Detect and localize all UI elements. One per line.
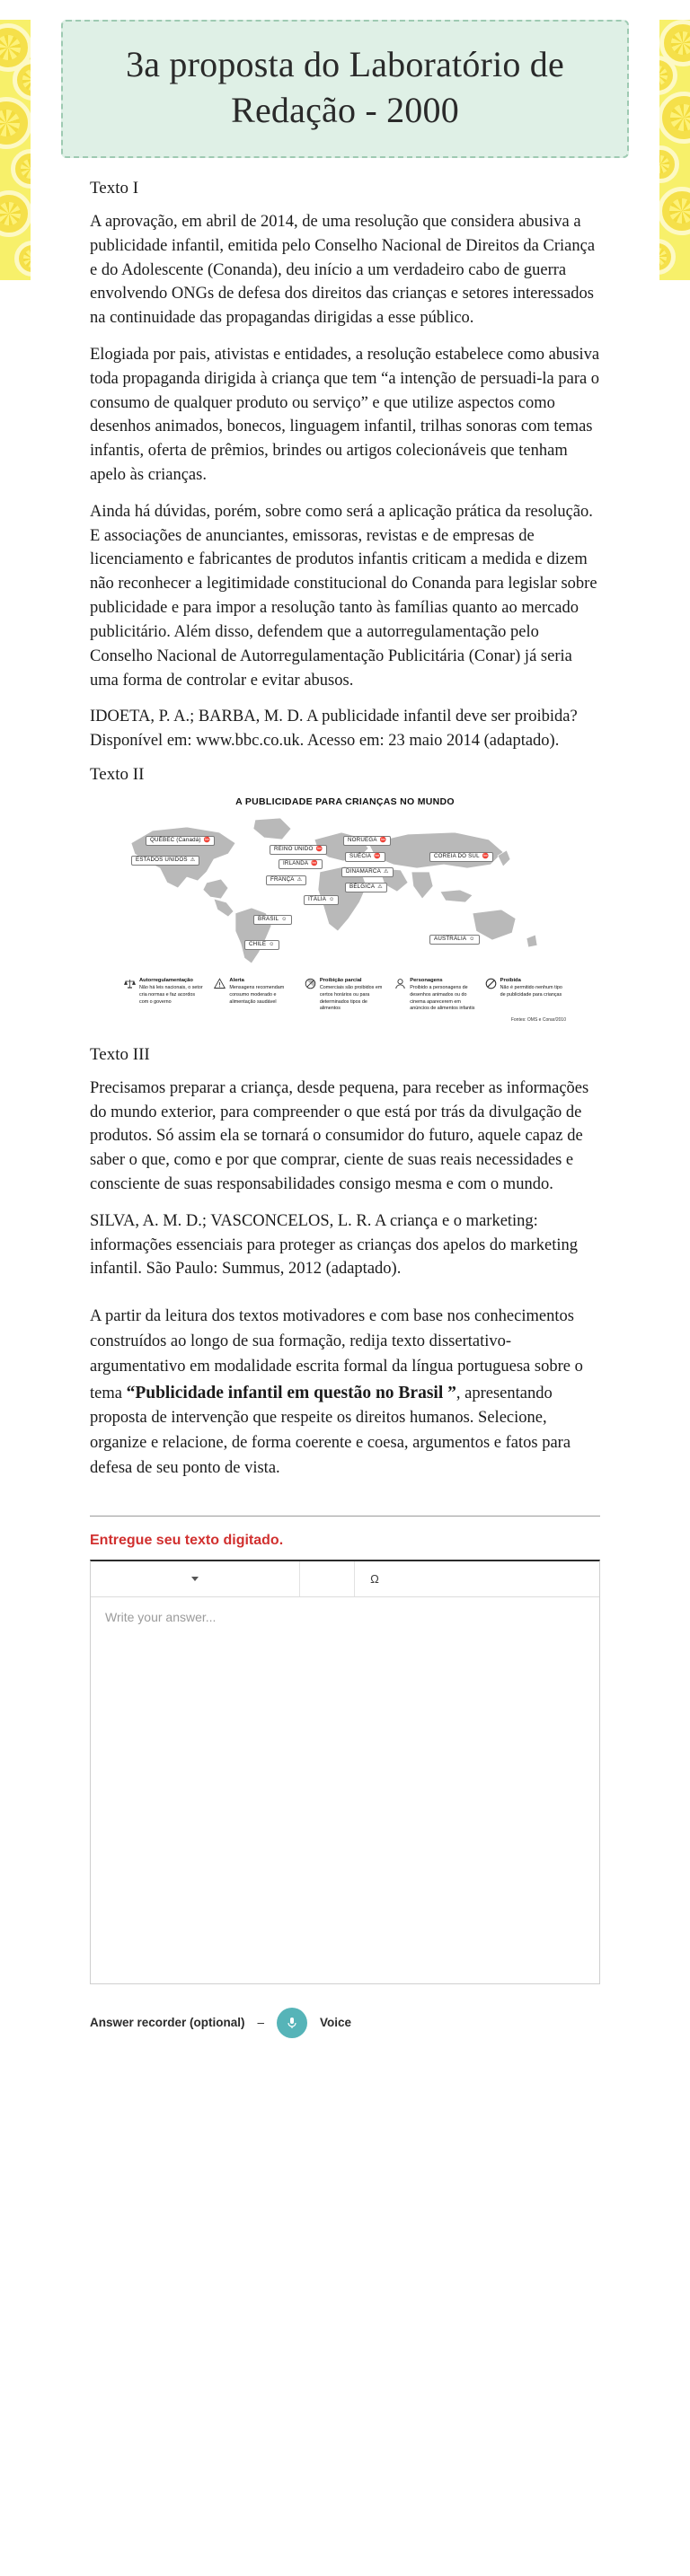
legend-item <box>394 977 475 1014</box>
map-callout-australia: AUSTRÁLIA ☺ <box>429 935 480 945</box>
legend-text: Autorregulamentação Não há leis nacionais, o setor cria normas e faz acordos com o governo <box>139 977 203 1005</box>
world-map-figure <box>90 796 600 1024</box>
prompt-before: A partir da leitura dos textos motivadores e com base nos conhecimentos construídos ao longo de sua formação, redija texto dissertativo-argumentativo em modalidade escrita formal da língua portuguesa sobre o tema <box>90 1307 583 1402</box>
voice-label: Voice <box>320 2016 352 2030</box>
map-callout-coreia-do-sul: COREIA DO SUL ⛔ <box>429 852 493 862</box>
world-map <box>120 813 570 970</box>
legend-text: Proibida Não é permitido nenhum tipo de publicidade para crianças <box>500 977 562 998</box>
legend-text: Alerta Mensagens recomendam consumo moderado e alimentação saudável <box>229 977 285 1005</box>
legend-item <box>214 977 295 1014</box>
toolbar-spacer-button[interactable] <box>300 1561 354 1596</box>
map-callout-quebec: QUÉBEC (Canadá) ⛔ <box>146 836 215 846</box>
map-legend <box>120 977 570 1014</box>
chevron-down-icon <box>191 1577 199 1581</box>
map-callout-belgica: BÉLGICA ⚠ <box>345 883 387 892</box>
text-label-2: Texto II <box>90 764 145 784</box>
map-callout-irlanda: IRLANDA ⛔ <box>279 859 323 869</box>
map-callout-brasil: BRASIL ☺ <box>253 915 292 925</box>
map-callout-estados-unidos: ESTADOS UNIDOS ⚠ <box>131 856 199 866</box>
text-1-paragraph-1: A aprovação, em abril de 2014, de uma resolução que considera abusiva a publicidade infantil, emitida pelo Conselho Nacional de Direitos da Criança e do Adolescente (Conanda), deu início a um verdadeiro cabo de guerra envolvendo ONGs de defesa dos direitos das crianças e setores interessados na continuidade das propagandas dirigidas a esse público. <box>90 212 596 328</box>
figure-credit: Fontes: OMS e Conar/2010 <box>510 1017 566 1024</box>
worksheet-page <box>31 20 659 2576</box>
partial-ban-icon <box>305 978 316 989</box>
scale-icon <box>124 978 136 989</box>
legend-text: Personagens Proibido a personagens de desenhos animados ou do cinema aparecerem em anúncios de alimentos infantis <box>410 977 475 1012</box>
page-title: 3a proposta do Laboratório de Redação - 2000 <box>126 44 564 131</box>
text-1-paragraph-2: Elogiada por pais, ativistas e entidades, a resolução estabelece como abusiva toda propaganda dirigida à criança que tem “a intenção de persuadi-la para o consumo de qualquer produto ou serviço” e que utilize aspectos como desenhos animados, bonecos, linguagem infantil, trilhas sonoras com temas infantis, oferta de prêmios, brindes ou artigos colecionáveis que tenham apelo às crianças. <box>90 345 600 485</box>
essay-prompt <box>90 1305 600 1481</box>
map-callout-noruega: NORUEGA ⛔ <box>343 836 391 846</box>
submit-heading: Entregue seu texto digitado. <box>90 1532 284 1548</box>
legend-item <box>485 977 566 1014</box>
map-callout-dinamarca: DINAMARCA ⚠ <box>341 867 394 877</box>
prompt-theme: “Publicidade infantil em questão no Brasil ” <box>126 1383 456 1402</box>
figure-title: A PUBLICIDADE PARA CRIANÇAS NO MUNDO <box>235 796 455 807</box>
map-callout-suecia: SUÉCIA ⛔ <box>345 852 385 862</box>
legend-item <box>305 977 385 1014</box>
map-callout-chile: CHILE ☺ <box>244 940 279 950</box>
text-label-1: Texto I <box>90 179 139 198</box>
style-dropdown-button[interactable] <box>91 1561 299 1596</box>
ban-icon <box>485 978 497 989</box>
recorder-label: Answer recorder (optional) <box>90 2016 245 2030</box>
text-label-3: Texto III <box>90 1045 150 1065</box>
page-title-banner <box>61 20 629 158</box>
recorder-dash: – <box>257 2016 265 2030</box>
text-1-source: IDOETA, P. A.; BARBA, M. D. A publicidade infantil deve ser proibida? Disponível em: www.bbc.co.uk. Acesso em: 23 maio 2014 (adaptado). <box>90 708 578 751</box>
text-1-paragraph-3: Ainda há dúvidas, porém, sobre como será a aplicação prática da resolução. E associações de anunciantes, emissoras, revistas e de empresas de licenciamento e fabricantes de produtos infantis criticam a medida e dizem não reconhecer a legitimidade constitucional do Conanda para legislar sobre publicidade e para impor a resolução tanto às famílias quanto ao mercado publicitário. Além disso, defendem que a autorregulamentação pelo Conselho Nacional de Autorregulamentação Publicitária (Conar) já seria uma forma de controlar e evitar abusos. <box>90 502 597 690</box>
character-icon <box>394 978 406 989</box>
map-callout-franca: FRANÇA ⚠ <box>266 875 306 885</box>
answer-placeholder: Write your answer... <box>105 1609 217 1624</box>
editor-toolbar <box>91 1561 599 1597</box>
section-divider <box>90 1516 600 1517</box>
legend-text: Proibição parcial Comerciais são proibidos em certos horários ou para determinados tipos de alimentos <box>319 977 383 1012</box>
special-character-button[interactable]: Ω <box>370 1571 379 1586</box>
text-3-source: SILVA, A. M. D.; VASCONCELOS, L. R. A criança e o marketing: informações essenciais para proteger as crianças dos apelos do marketing infantil. São Paulo: Summus, 2012 (adaptado). <box>90 1211 578 1279</box>
microphone-icon <box>285 2016 299 2030</box>
answer-textarea[interactable] <box>91 1597 599 1983</box>
text-3-paragraph-1: Precisamos preparar a criança, desde pequena, para receber as informações do mundo exterior, para compreender o que está por trás da divulgação de produtos. Só assim ela se tornará o consumidor do futuro, aquele capaz de saber o que, como e por que comprar, ciente de suas reais necessidades e consciente de suas responsabilidades consigo mesma e com o mundo. <box>90 1078 589 1194</box>
legend-item <box>124 977 205 1014</box>
map-callout-italia: ITÁLIA ☺ <box>304 895 339 905</box>
answer-recorder <box>90 2008 600 2038</box>
warning-icon <box>214 978 226 989</box>
record-button[interactable] <box>277 2008 307 2038</box>
worksheet-content <box>31 158 659 2037</box>
prompt-after: , apresentando proposta de intervenção que respeite os direitos humanos. Selecione, organize e relacione, de forma coerente e coesa, argumentos e fatos para defesa de seu ponto de vista. <box>90 1384 571 1477</box>
map-callout-reino-unido: REINO UNIDO ⛔ <box>270 845 327 855</box>
answer-editor <box>90 1560 600 1984</box>
